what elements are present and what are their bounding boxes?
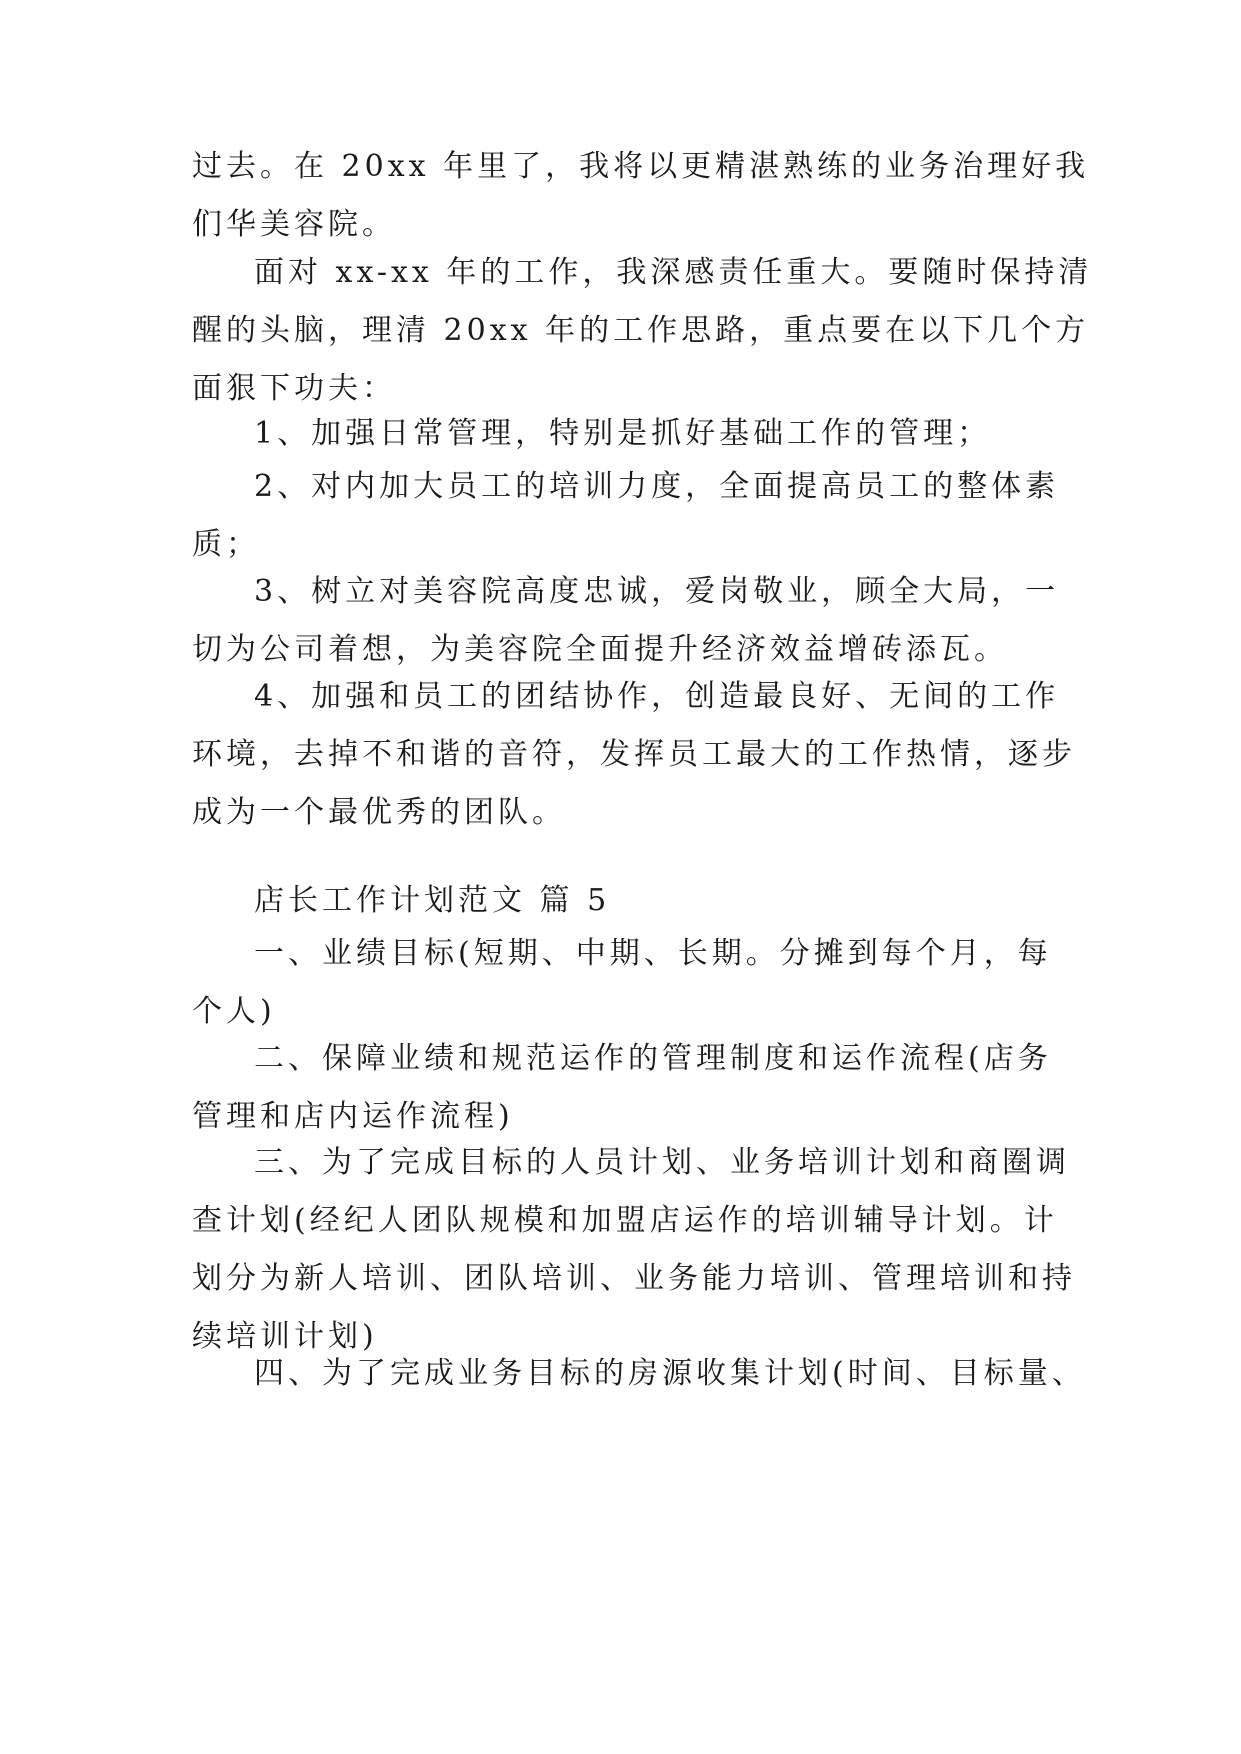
text-line: 三、为了完成目标的人员计划、业务培训计划和商圈调 — [254, 1145, 1070, 1180]
text-line: 一、业绩目标(短期、中期、长期。分摊到每个月，每 — [254, 936, 1052, 971]
text-line: 质； — [192, 527, 260, 562]
text-line: 续培训计划) — [192, 1319, 378, 1354]
text-line: 4、加强和员工的团结协作，创造最良好、无间的工作 — [254, 679, 1060, 714]
section-heading — [192, 872, 1072, 930]
paragraph-3 — [192, 405, 1072, 463]
text-line: 过去。在 20xx 年里了，我将以更精湛熟练的业务治理好我 — [192, 149, 1090, 184]
text-line: 2、对内加大员工的培训力度，全面提高员工的整体素 — [254, 469, 1060, 504]
section-title: 店长工作计划范文 篇 5 — [254, 883, 611, 918]
text-line: 面狠下功夫： — [192, 371, 396, 406]
paragraph-8 — [192, 925, 1072, 1041]
text-line: 3、树立对美容院高度忠诚，爱岗敬业，顾全大局，一 — [254, 574, 1060, 609]
text-line: 醒的头脑，理清 20xx 年的工作思路，重点要在以下几个方 — [192, 313, 1090, 348]
text-line: 切为公司着想，为美容院全面提升经济效益增砖添瓦。 — [192, 632, 1008, 667]
text-line: 们华美容院。 — [192, 207, 396, 242]
paragraph-6 — [192, 668, 1076, 842]
paragraph-9 — [192, 1030, 1072, 1146]
paragraph-10 — [192, 1134, 1076, 1366]
paragraph-5 — [192, 563, 1072, 679]
text-line: 二、保障业绩和规范运作的管理制度和运作流程(店务 — [254, 1041, 1052, 1076]
paragraph-2 — [192, 244, 1093, 418]
text-line: 四、为了完成业务目标的房源收集计划(时间、目标量、 — [254, 1356, 1086, 1391]
text-line: 环境，去掉不和谐的音符，发挥员工最大的工作热情，逐步 — [192, 737, 1076, 772]
paragraph-4 — [192, 458, 1072, 574]
text-line: 查计划(经纪人团队规模和加盟店运作的培训辅导计划。计 — [192, 1203, 1058, 1238]
text-line: 1、加强日常管理，特别是抓好基础工作的管理； — [254, 416, 992, 451]
text-line: 成为一个最优秀的团队。 — [192, 795, 566, 830]
text-line: 面对 xx-xx 年的工作，我深感责任重大。要随时保持清 — [254, 255, 1093, 290]
paragraph-11 — [192, 1345, 1086, 1403]
text-line: 管理和店内运作流程) — [192, 1099, 514, 1134]
text-line: 划分为新人培训、团队培训、业务能力培训、管理培训和持 — [192, 1261, 1076, 1296]
paragraph-1 — [192, 138, 1090, 254]
text-line: 个人) — [192, 994, 276, 1029]
